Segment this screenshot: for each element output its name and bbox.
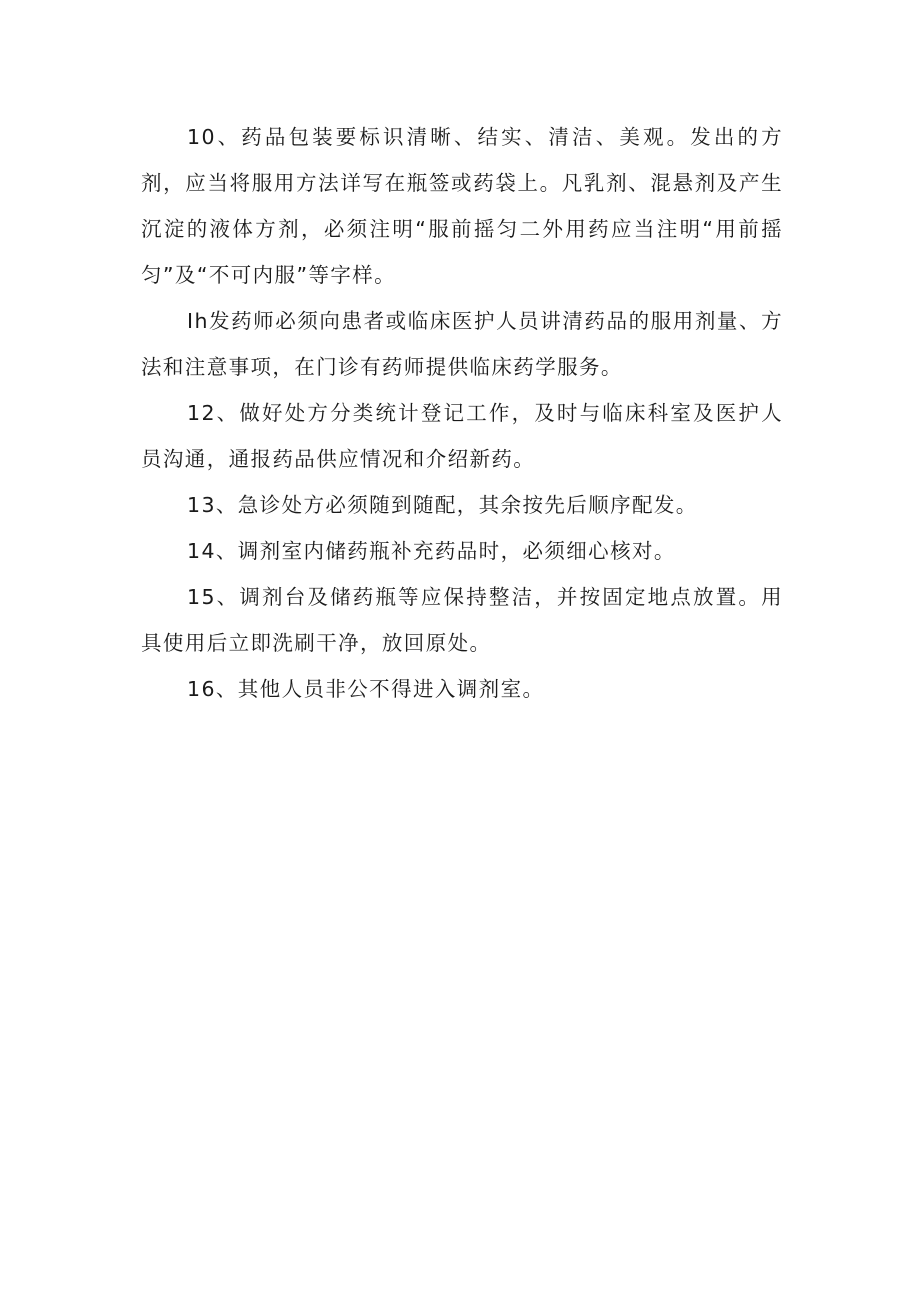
document-body	[141, 114, 783, 712]
paragraph-12: 12、做好处方分类统计登记工作，及时与临床科室及医护人员沟通，通报药品供应情况和介绍新药。	[141, 401, 783, 471]
paragraph-14: 14、调剂室内储药瓶补充药品时，必须细心核对。	[187, 539, 676, 563]
paragraph-15: 15、调剂台及储药瓶等应保持整洁，并按固定地点放置。用具使用后立即洗刷干净，放回原处。	[141, 585, 783, 655]
paragraph-13: 13、急诊处方必须随到随配，其余按先后顺序配发。	[187, 493, 698, 517]
paragraph-16: 16、其他人员非公不得进入调剂室。	[187, 677, 545, 701]
paragraph-11: Ih发药师必须向患者或临床医护人员讲清药品的服用剂量、方法和注意事项，在门诊有药师提供临床药学服务。	[141, 309, 783, 379]
paragraph-10: 10、药品包装要标识清晰、结实、清洁、美观。发出的方剂，应当将服用方法详写在瓶签或药袋上。凡乳剂、混悬剂及产生沉淀的液体方剂，必须注明“服前摇匀二外用药应当注明“用前摇匀”及“不可内服”等字样。	[141, 125, 783, 287]
